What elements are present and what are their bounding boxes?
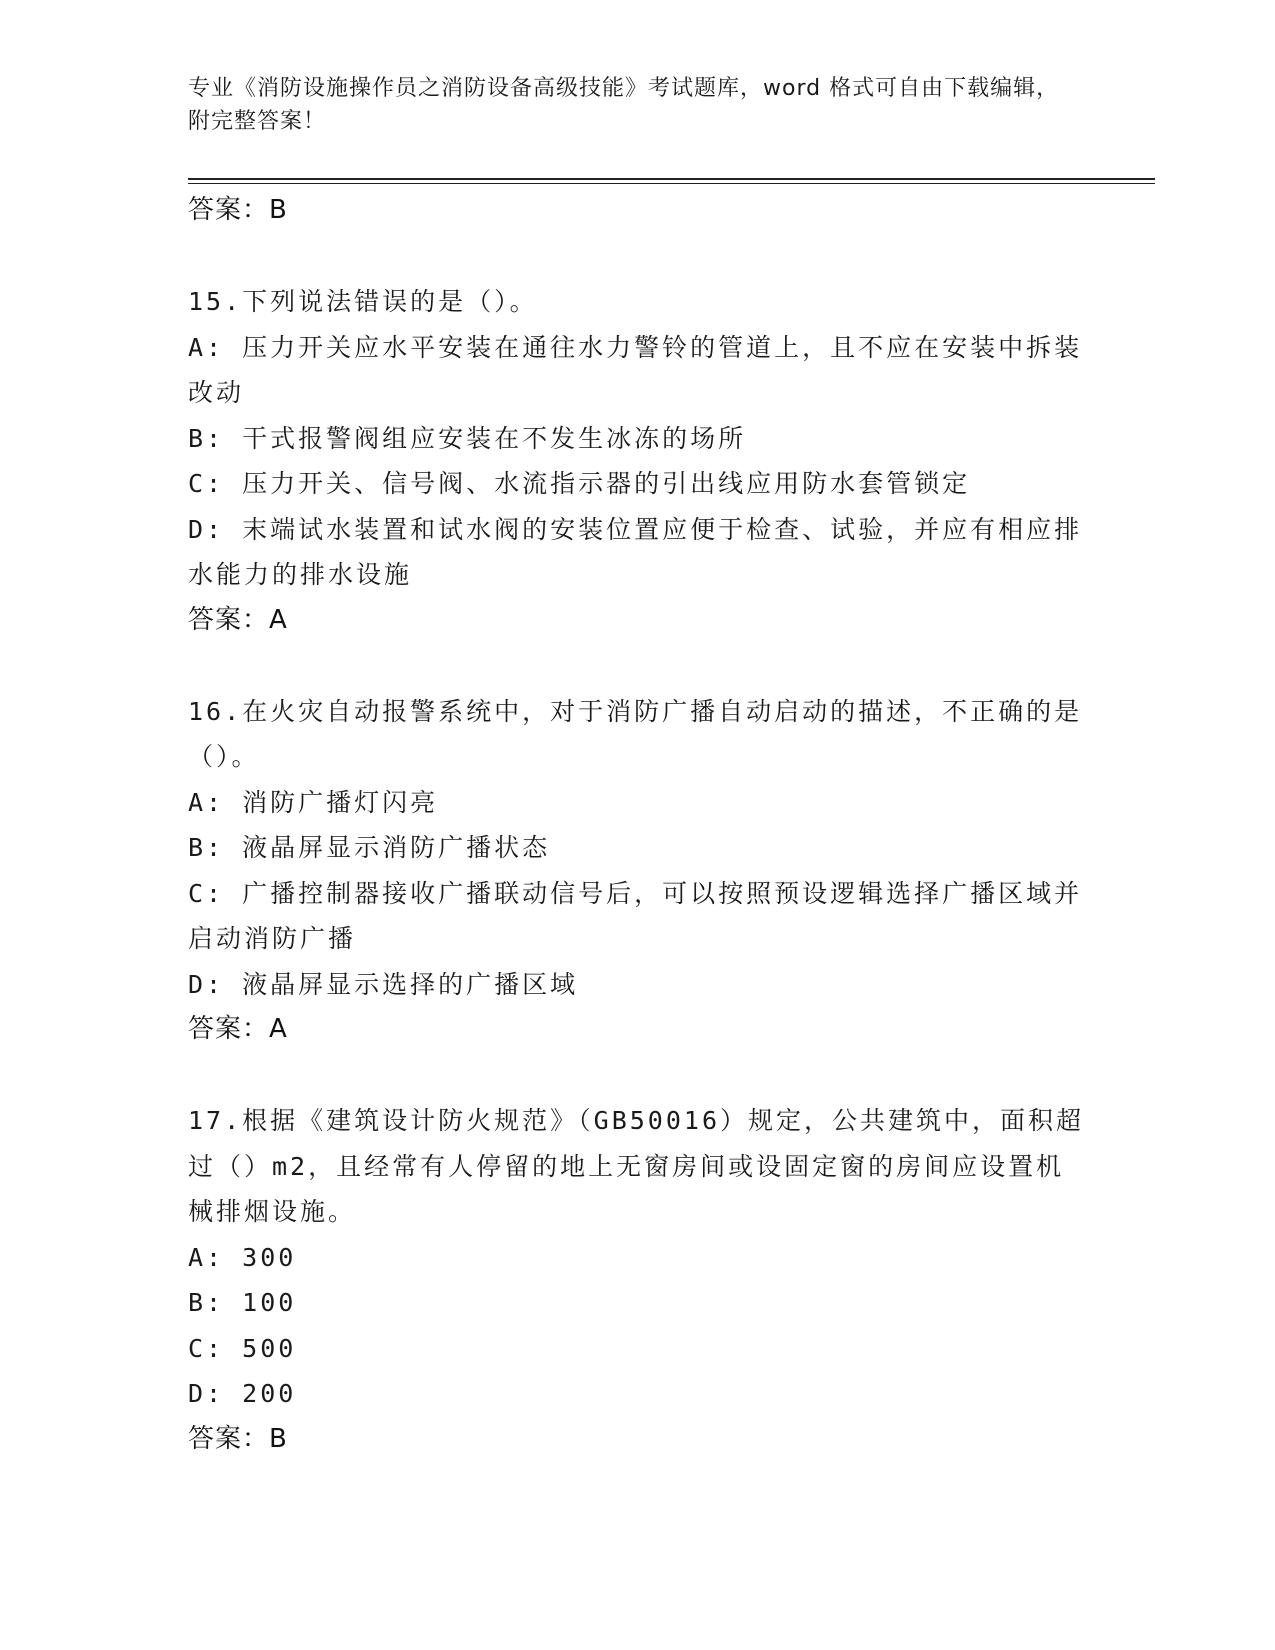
option-b: B: 100 xyxy=(188,1288,297,1317)
option-c: C: 500 xyxy=(188,1333,297,1363)
question-17 xyxy=(188,1098,1088,1462)
document-header: 专业《消防设施操作员之消防设备高级技能》考试题库，word 格式可自由下载编辑，附完整答案！ xyxy=(188,76,1060,134)
question-stem: 15.下列说法错误的是（）。 xyxy=(188,287,538,316)
option-a: A: 300 xyxy=(188,1242,297,1272)
answer: 答案：A xyxy=(188,1014,288,1044)
question-stem: 17.根据《建筑设计防火规范》（GB50016）规定，公共建筑中，面积超过（）m2，且经常有人停留的地上无窗房间或设固定窗的房间应设置机械排烟设施。 xyxy=(188,1106,1085,1226)
option-c: C: 广播控制器接收广播联动信号后，可以按照预设逻辑选择广播区域并启动消防广播 xyxy=(188,878,1083,953)
option-d: D: 200 xyxy=(188,1379,297,1408)
option-a: A: 压力开关应水平安装在通往水力警铃的管道上，且不应在安装中拆装改动 xyxy=(188,332,1083,407)
question-16 xyxy=(188,689,1088,1053)
option-d: D: 末端试水装置和试水阀的安装位置应便于检查、试验，并应有相应排水能力的排水设施 xyxy=(188,514,1083,589)
answer: 答案：A xyxy=(188,604,288,635)
option-b: B: 干式报警阀组应安装在不发生冰冻的场所 xyxy=(188,423,747,453)
option-b: B: 液晶屏显示消防广播状态 xyxy=(188,833,551,862)
option-c: C: 压力开关、信号阀、水流指示器的引出线应用防水套管锁定 xyxy=(188,469,971,498)
option-d: D: 液晶屏显示选择的广播区域 xyxy=(188,969,579,999)
question-list xyxy=(188,188,1088,1462)
header-divider-thin xyxy=(188,183,1155,184)
question-15 xyxy=(188,279,1088,643)
question-stem: 16.在火灾自动报警系统中，对于消防广播自动启动的描述，不正确的是（）。 xyxy=(188,696,1083,771)
previous-answer: 答案：B xyxy=(188,195,288,225)
option-a: A: 消防广播灯闪亮 xyxy=(188,787,439,817)
answer: 答案：B xyxy=(188,1423,288,1454)
header-divider-thick xyxy=(188,178,1155,180)
